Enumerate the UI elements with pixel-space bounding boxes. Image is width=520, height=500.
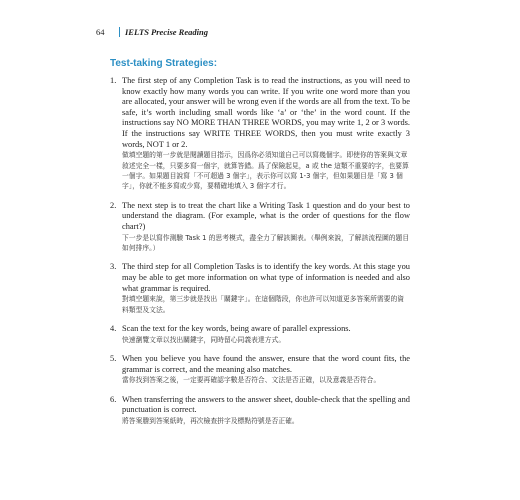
strategy-item-4 (110, 324, 410, 345)
item-number: 3. (110, 262, 117, 272)
strategy-item-6 (110, 395, 410, 427)
strategy-item-2 (110, 201, 410, 254)
item-chinese-text: 將答案謄到答案紙時，再次檢查拼字及標點符號是否正確。 (122, 416, 299, 425)
item-chinese-text: 下一步是以寫作測驗 Task 1 的思考模式，盡全力了解該圖表。（舉例來說，了解該流程圖的題目如何排序。） (122, 233, 410, 252)
item-english-text: When you believe you have found the answer, ensure that the word count fits, the grammar is correct, and the meaning also matches. (122, 353, 410, 374)
item-chinese-text: 做填空題的第一步就是閱讀題目指示，因爲你必須知道自己可以寫幾個字。即使你的答案與文章敘述完全一樣，只要多寫一個字，就算答錯。爲了保險起見，a 或 the 這類不重要的字，也要算一個字。如果題目說寫「不可超過 3 個字」，表示你可以寫 1-3 個字，但如果題目是「寫 3 個字」，你就不能多寫或少寫，要精確地填入 3 個字才行。 (122, 151, 409, 191)
item-number: 2. (110, 200, 117, 210)
item-english-text: When transferring the answers to the answer sheet, double-check that the spelling and punctuation is correct. (122, 394, 410, 415)
item-number: 5. (110, 353, 117, 363)
book-title: IELTS Precise Reading (125, 27, 208, 37)
header-divider-bar (119, 27, 121, 37)
item-chinese-text: 對填空題來說，第三步就是找出「關鍵字」。在這個階段，你也許可以知道更多答案所需要的資料類型及文法。 (122, 295, 405, 314)
strategy-item-3 (110, 262, 410, 315)
item-english-text: The third step for all Completion Tasks is to identify the key words. At this stage you may be able to get more information on what type of information is needed and also what grammar is required. (122, 262, 410, 293)
section-title: Test-taking Strategies: (110, 58, 218, 69)
item-number: 4. (110, 323, 117, 333)
item-english-text: The next step is to treat the chart like a Writing Task 1 question and do your best to understand the diagram. (For example, what is the order of questions for the flow chart?) (122, 200, 410, 231)
item-english-text: The first step of any Completion Task is to read the instructions, as you will need to know exactly how many words you can write. If you write one word more than you are allocated, your answer will be wrong even if the words are all from the text. To be safe, it’s worth including small words like ‘a’ or ‘the’ in the word count. If the instructions say NO MORE THAN THREE WORDS, you may write 1, 2 or 3 words. If the instructions say WRITE THREE WORDS, then you must write exactly 3 words, NOT 1 or 2. (122, 76, 410, 149)
item-english-text: Scan the text for the key words, being aware of parallel expressions. (122, 323, 351, 333)
item-number: 6. (110, 394, 117, 404)
item-number: 1. (110, 76, 117, 85)
strategy-list (110, 76, 410, 435)
strategy-item-1 (110, 76, 410, 192)
running-header (96, 27, 208, 37)
item-chinese-text: 當你找到答案之後，一定要再確認字數是否符合、文法是否正確，以及意義是否符合。 (122, 376, 381, 385)
item-chinese-text: 快速瀏覽文章以找出關鍵字，同時留心同義表達方式。 (122, 335, 286, 344)
page-number: 64 (96, 27, 105, 37)
strategy-item-5 (110, 354, 410, 386)
